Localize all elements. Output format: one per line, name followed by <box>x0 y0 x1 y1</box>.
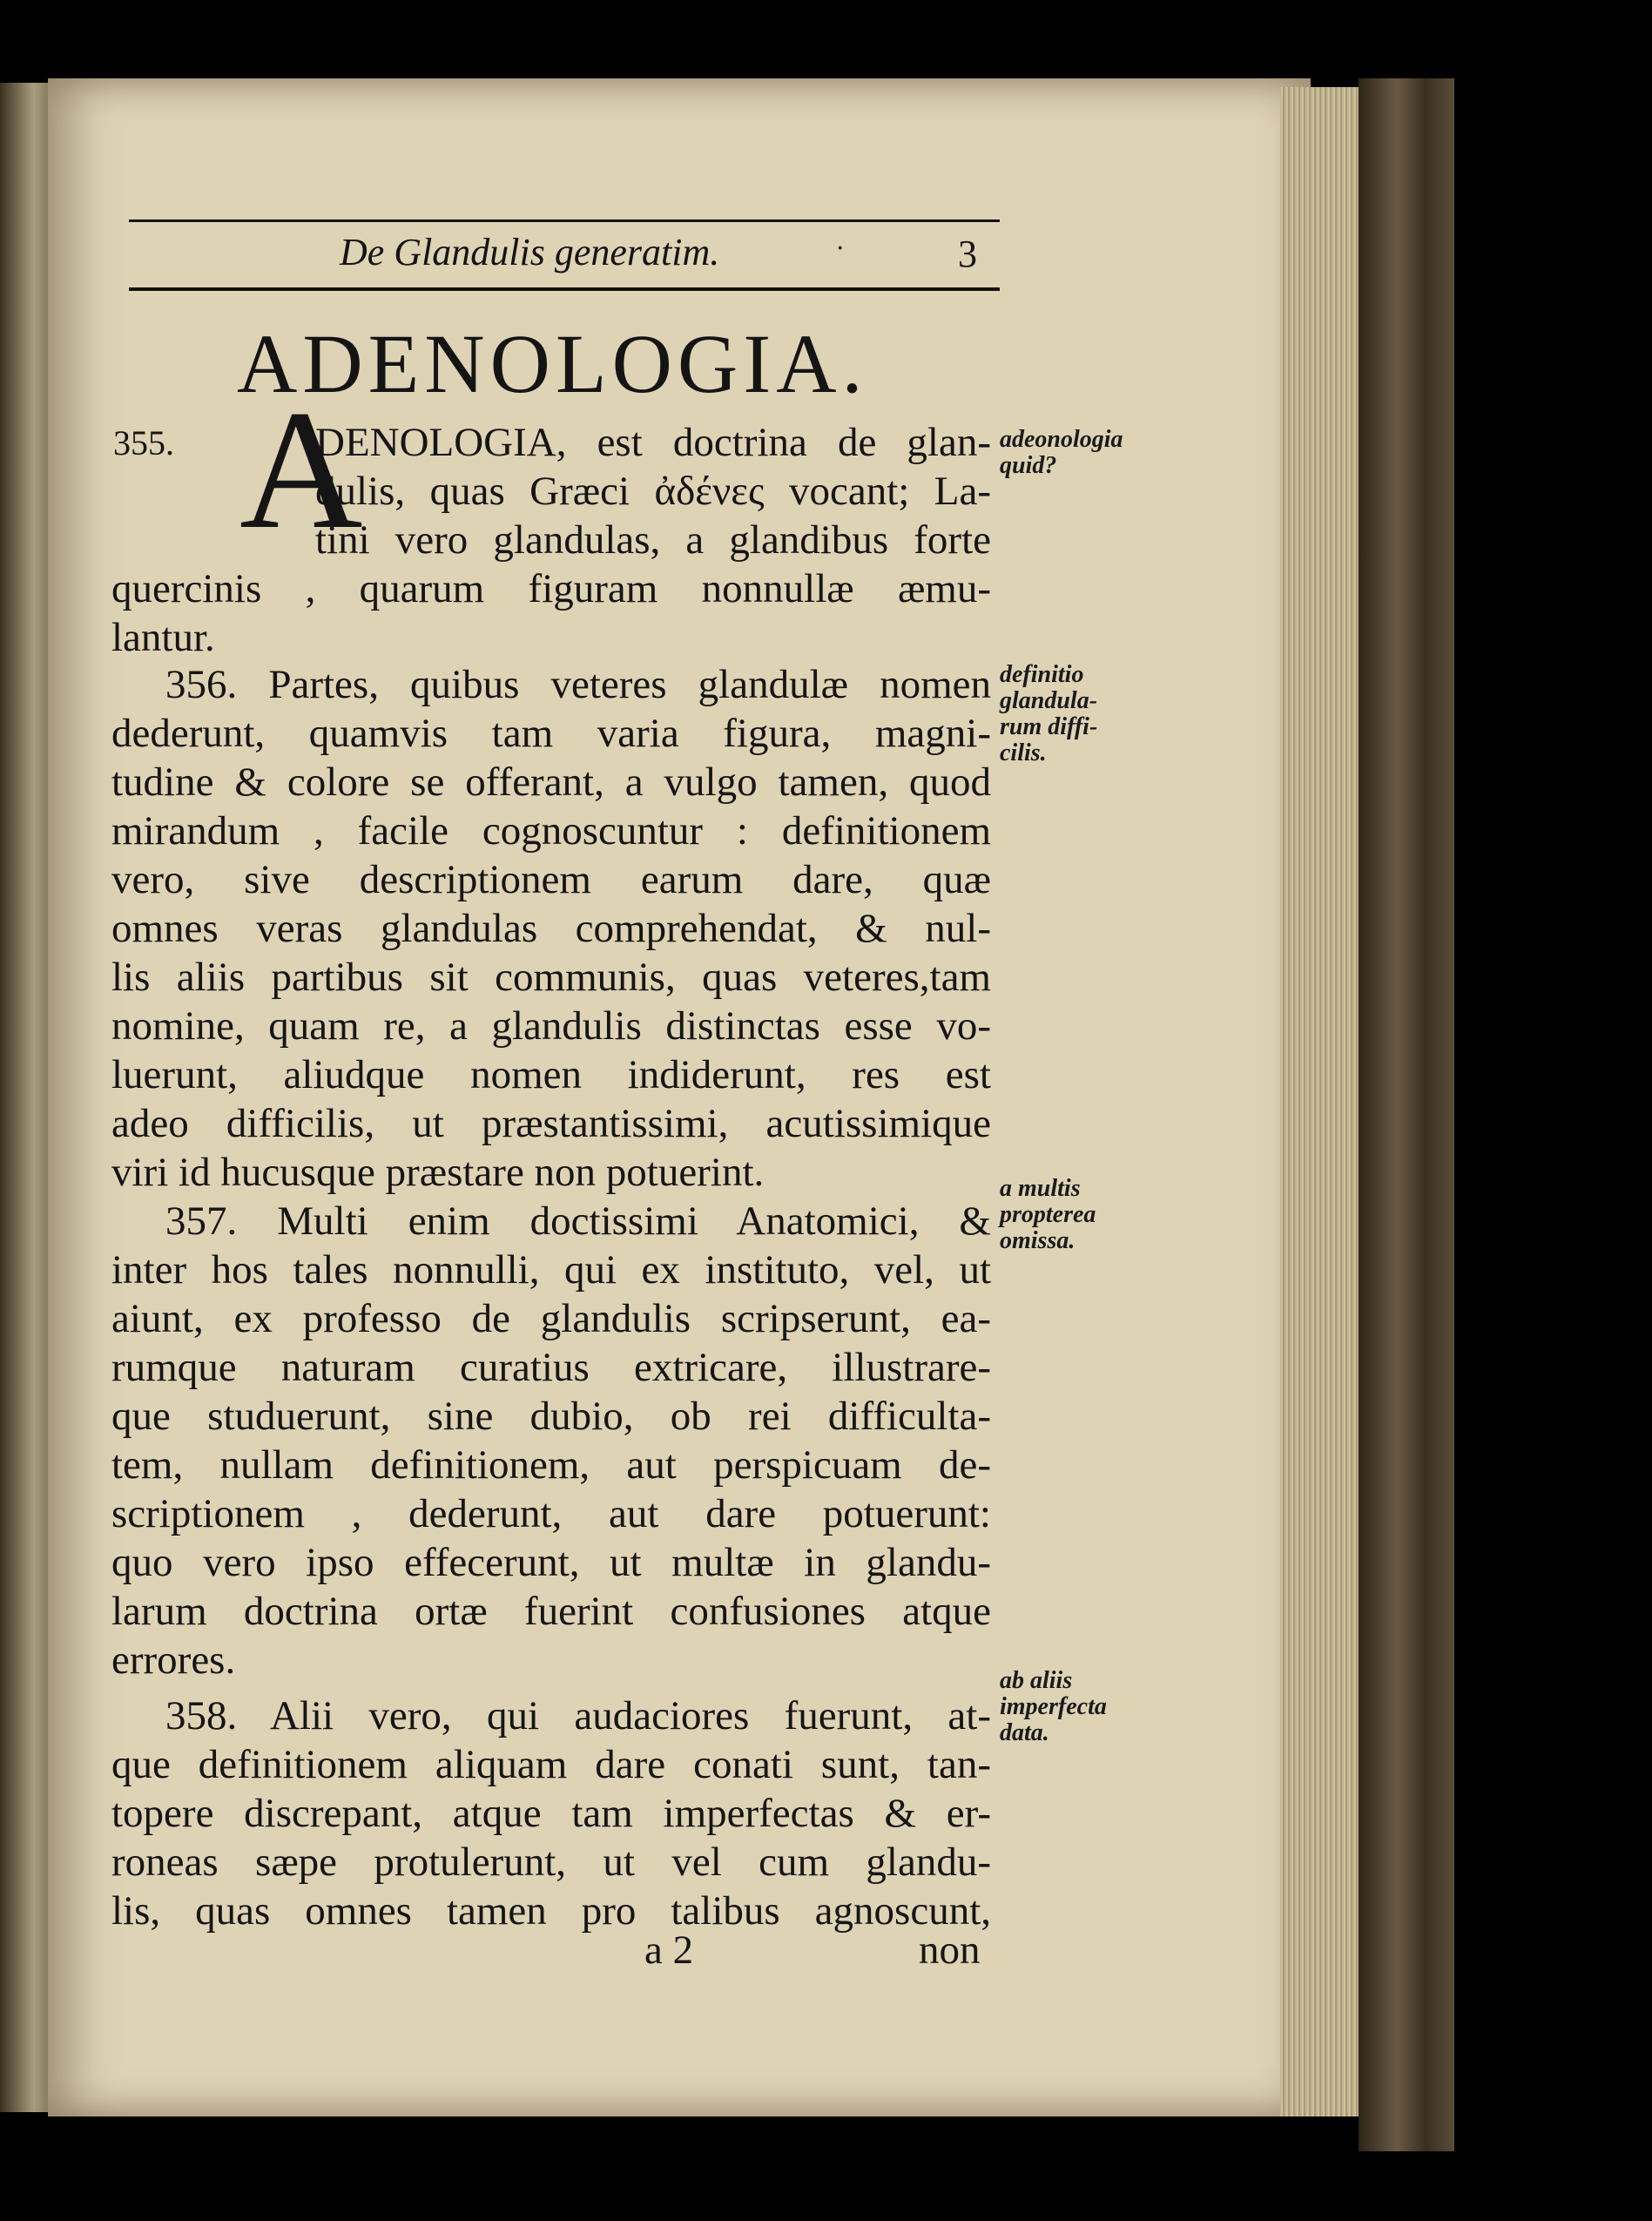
margin-note <box>1000 427 1123 479</box>
text-line: 356. Partes, quibus veteres glandulæ nomen <box>165 662 991 707</box>
text-line: tudine & colore se offerant, a vulgo tamen, quod <box>111 759 991 805</box>
margin-note-line: quid? <box>1000 452 1057 479</box>
text-line: roneas sæpe protulerunt, ut vel cum glandu- <box>111 1840 991 1885</box>
text-line: lis aliis partibus sit communis, quas veteres,tam <box>111 955 991 1000</box>
header-dot: · <box>836 233 845 264</box>
text-line: que studuerunt, sine dubio, ob rei difficulta- <box>111 1394 991 1439</box>
book-cover-edge <box>1359 78 1454 2151</box>
text-line: dederunt, quamvis tam varia figura, magni- <box>111 711 991 756</box>
text-line: 358. Alii vero, qui audaciores fuerunt, at- <box>165 1693 991 1738</box>
text-line: viri id hucusque præstare non potuerint. <box>111 1150 765 1195</box>
margin-note-line: imperfecta <box>1000 1693 1107 1720</box>
margin-note-line: ab aliis <box>1000 1667 1073 1694</box>
page-edges <box>1280 87 1363 2116</box>
margin-note-line: data. <box>1000 1719 1049 1746</box>
margin-note-line: omissa. <box>1000 1227 1075 1254</box>
text-line: scriptionem , dederunt, aut dare potuerunt: <box>111 1491 991 1536</box>
text-line: errores. <box>111 1637 236 1683</box>
signature-mark: a 2 <box>644 1927 694 1973</box>
text-line: luerunt, aliudque nomen indiderunt, res est <box>111 1052 991 1097</box>
margin-note-line: cilis. <box>1000 739 1047 766</box>
section-number: 355. <box>113 423 174 462</box>
margin-note <box>1000 1176 1096 1254</box>
text-line: que definitionem aliquam dare conati sunt, tan- <box>111 1742 991 1787</box>
text-line: topere discrepant, atque tam imperfectas & er- <box>111 1791 991 1836</box>
margin-note-line: adeonologia <box>1000 426 1123 453</box>
margin-note-line: a multis <box>1000 1175 1081 1202</box>
text-line: quercinis , quarum figuram nonnullæ æmu- <box>111 566 991 611</box>
header-rule-bottom <box>129 287 1000 291</box>
catchword: non <box>919 1927 981 1973</box>
text-line: lantur. <box>111 615 215 660</box>
text-line: rumque naturam curatius extricare, illustrare- <box>111 1345 991 1390</box>
margin-note-line: definitio <box>1000 661 1084 688</box>
header-rule-top <box>129 219 1000 222</box>
text-line: nomine, quam re, a glandulis distinctas esse vo- <box>111 1003 991 1049</box>
text-line: quo vero ipso effecerunt, ut multæ in glandu- <box>111 1540 991 1585</box>
margin-note <box>1000 662 1097 766</box>
drop-capital: A <box>239 375 363 564</box>
text-line: tini vero glandulas, a glandibus forte <box>315 517 991 563</box>
text-line: mirandum , facile cognoscuntur : definitionem <box>111 808 991 854</box>
text-line: adeo difficilis, ut præstantissimi, acutissimique <box>111 1101 991 1146</box>
margin-note-line: glandula- <box>1000 687 1098 714</box>
text-line: omnes veras glandulas comprehendat, & nul- <box>111 906 991 951</box>
chapter-title: ADENOLOGIA. <box>237 317 868 410</box>
page-number: 3 <box>958 233 977 275</box>
margin-note-line: rum diffi- <box>1000 713 1098 740</box>
text-line: dulis, quas Græci ἀδένες vocant; La- <box>315 469 991 514</box>
text-line: DENOLOGIA, est doctrina de glan- <box>315 420 991 465</box>
text-line: larum doctrina ortæ fuerint confusiones atque <box>111 1589 991 1634</box>
text-line: tem, nullam definitionem, aut perspicuam de- <box>111 1442 991 1488</box>
text-line: lis, quas omnes tamen pro talibus agnoscunt, <box>111 1888 991 1934</box>
text-line: aiunt, ex professo de glandulis scripserunt, ea- <box>111 1296 991 1341</box>
margin-note-line: propterea <box>1000 1201 1096 1228</box>
margin-note <box>1000 1668 1107 1746</box>
text-line: vero, sive descriptionem earum dare, quæ <box>111 857 991 902</box>
running-head: De Glandulis generatim. <box>340 231 720 273</box>
text-line: inter hos tales nonnulli, qui ex instituto, vel, ut <box>111 1247 991 1293</box>
text-line: 357. Multi enim doctissimi Anatomici, & <box>165 1198 991 1244</box>
